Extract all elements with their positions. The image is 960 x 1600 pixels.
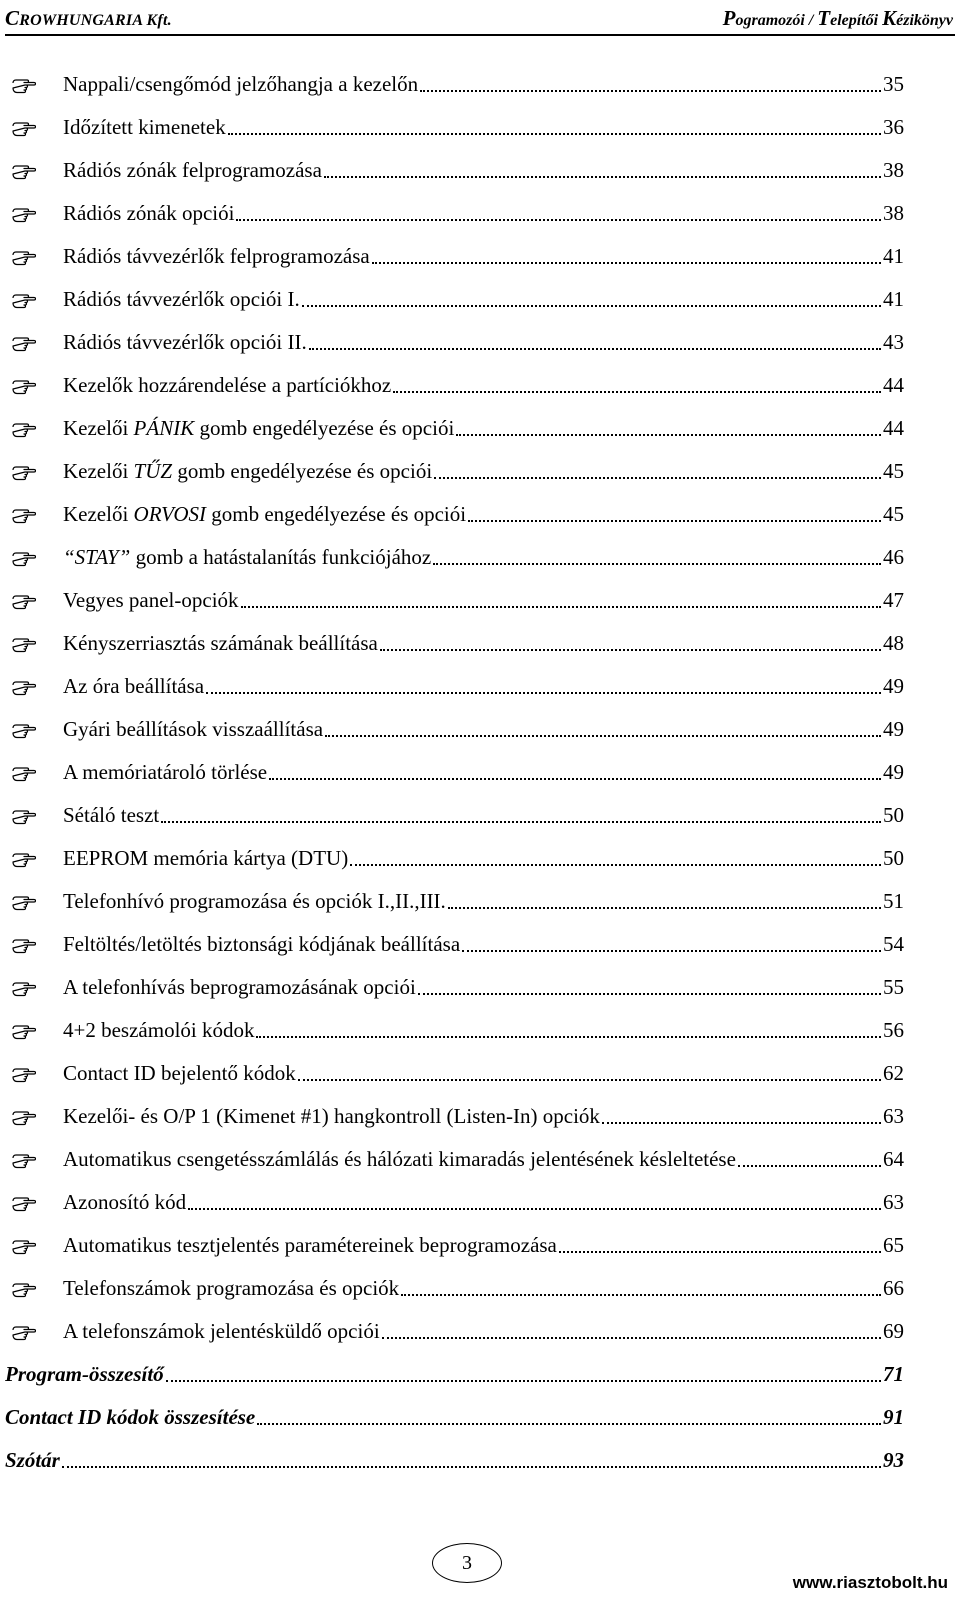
toc-entry-title-wrap (63, 889, 446, 914)
pointing-hand-icon (12, 721, 36, 739)
toc-entry-row (63, 975, 904, 1000)
toc-entry-title-wrap (63, 1061, 296, 1086)
dot-leader (325, 735, 881, 737)
toc-entry-title: Vegyes panel-opciók (63, 588, 239, 612)
toc-entry-title: Rádiós zónák felprogramozása (63, 158, 322, 182)
company-rest: ROWHUNGARIA Kft. (19, 12, 172, 29)
toc-entry[interactable] (0, 840, 960, 883)
toc-entry-title: gomb a hatástalanítás funkciójához (130, 545, 432, 569)
dot-leader (206, 692, 881, 694)
pointing-hand-icon (12, 334, 36, 352)
pointing-hand-icon (12, 807, 36, 825)
toc-entry-title: Kezelői (63, 416, 134, 440)
toc-entry-page: 49 (883, 760, 904, 784)
dot-leader (401, 1294, 881, 1296)
toc-entry[interactable] (0, 238, 960, 281)
dot-leader (456, 434, 881, 436)
toc-entry-title-wrap (63, 932, 460, 957)
toc-entry-title-wrap (63, 1276, 399, 1301)
pointing-hand-icon (12, 1022, 36, 1040)
dot-leader (188, 1208, 881, 1210)
dot-leader (393, 391, 881, 393)
toc-entry-title-wrap (63, 244, 370, 269)
toc-entry-row (63, 1276, 904, 1301)
footer-url[interactable]: www.riasztobolt.hu (792, 1573, 948, 1592)
dot-leader (228, 133, 881, 135)
toc-section-page: 91 (883, 1405, 904, 1429)
toc-entry-title-wrap (63, 1018, 254, 1043)
toc-entry[interactable] (0, 539, 960, 582)
dot-leader (380, 649, 881, 651)
dot-leader (559, 1251, 881, 1253)
dot-leader (302, 305, 881, 307)
toc-entry[interactable] (0, 281, 960, 324)
dot-leader (382, 1337, 881, 1339)
manual-title-part: elepítői (830, 12, 883, 29)
toc-entry-row (63, 674, 904, 699)
toc-entry-title: gomb engedélyezése és opciói (194, 416, 455, 440)
toc-entry-title: Gyári beállítások visszaállítása (63, 717, 324, 741)
toc-entry-row (63, 330, 904, 355)
page-header (5, 4, 955, 36)
toc-entry-title-wrap (63, 760, 267, 785)
toc-entry-page: 55 (883, 975, 904, 999)
dot-leader (257, 1423, 881, 1425)
toc-entry-page: 45 (883, 502, 904, 526)
toc-entry-title-wrap (63, 846, 348, 871)
toc-entry[interactable] (0, 754, 960, 797)
toc-entry-row (63, 588, 904, 613)
toc-section-row (5, 1362, 904, 1387)
pointing-hand-icon (12, 119, 36, 137)
toc-entry-title: Sétáló teszt (63, 803, 160, 827)
pointing-hand-icon (12, 506, 36, 524)
toc-entry-page: 36 (883, 115, 904, 139)
toc-entry-row (63, 373, 904, 398)
toc-entry-row (63, 631, 904, 656)
manual-title-initial: T (817, 6, 831, 30)
dot-leader (738, 1165, 881, 1167)
toc-entry-row (63, 502, 904, 527)
toc-section-title: Contact ID kódok összesítése (5, 1405, 256, 1429)
dot-leader (298, 1079, 881, 1081)
toc-entry-title: Automatikus csengetésszámlálás és hálózati kimaradás jelentésének késleltetése (63, 1147, 736, 1171)
company-initial: C (5, 6, 20, 30)
toc-entry-row (63, 1190, 904, 1215)
toc-entry-row (63, 846, 904, 871)
toc-entry-title-emphasis: “STAY” (63, 545, 131, 569)
pointing-hand-icon (12, 162, 36, 180)
pointing-hand-icon (12, 635, 36, 653)
toc-entry-title: Rádiós távvezérlők felprogramozása (63, 244, 370, 268)
toc-entry[interactable] (0, 66, 960, 109)
toc-entry-page: 63 (883, 1104, 904, 1128)
pointing-hand-icon (12, 1280, 36, 1298)
pointing-hand-icon (12, 893, 36, 911)
toc-entry-row (63, 201, 904, 226)
toc-entry-row (63, 932, 904, 957)
toc-entry-row (63, 158, 904, 183)
toc-entry-title: A telefonszámok jelentésküldő opciói (63, 1319, 380, 1343)
toc-entry-title-wrap (63, 545, 431, 570)
toc-entry-title: Rádiós zónák opciói (63, 201, 235, 225)
pointing-hand-icon (12, 850, 36, 868)
toc-entry-page: 51 (883, 889, 904, 913)
toc-entry-page: 64 (883, 1147, 904, 1171)
toc-entry-title-wrap (63, 502, 466, 527)
toc-section-title: Szótár (5, 1448, 60, 1472)
manual-title-initial: K (882, 6, 897, 30)
toc-entry-title: Contact ID bejelentő kódok (63, 1061, 296, 1085)
pointing-hand-icon (12, 1194, 36, 1212)
toc-entry-title-wrap (63, 287, 300, 312)
toc-section-row (5, 1448, 904, 1473)
pointing-hand-icon (12, 291, 36, 309)
toc-entry-row (63, 1018, 904, 1043)
toc-entry-page: 50 (883, 803, 904, 827)
pointing-hand-icon (12, 248, 36, 266)
toc-entry[interactable] (0, 1012, 960, 1055)
toc-entry-title-wrap (63, 588, 239, 613)
toc-entry-title-wrap (63, 158, 322, 183)
toc-entry-title-wrap (63, 674, 204, 699)
toc-entry-row (63, 545, 904, 570)
manual-title-initial: P (722, 6, 736, 30)
dot-leader (256, 1036, 881, 1038)
toc-entry-row (63, 889, 904, 914)
dot-leader (62, 1466, 881, 1468)
toc-entry-title-wrap (63, 803, 159, 828)
toc-entry-row (63, 1061, 904, 1086)
toc-entry-title: Az óra beállítása (63, 674, 205, 698)
toc-entry[interactable] (0, 797, 960, 840)
toc-entry-page: 56 (883, 1018, 904, 1042)
toc-entry-title: gomb engedélyezése és opciói (206, 502, 467, 526)
toc-entry-row (63, 1104, 904, 1129)
toc-entry-page: 45 (883, 459, 904, 483)
toc-entry-title-emphasis: TŰZ (133, 459, 173, 483)
toc-entry-title: Telefonhívó programozása és opciók I.,II.,III. (63, 889, 446, 913)
pointing-hand-icon (12, 1323, 36, 1341)
manual-title (723, 6, 953, 31)
manual-title-part: ogramozói / (735, 12, 818, 29)
toc-entry-page: 43 (883, 330, 904, 354)
toc-entry-title: EEPROM memória kártya (DTU) (63, 846, 349, 870)
dot-leader (462, 950, 881, 952)
toc-entry[interactable] (0, 1141, 960, 1184)
toc-entry-page: 62 (883, 1061, 904, 1085)
toc-entry-row (63, 1233, 904, 1258)
pointing-hand-icon (12, 463, 36, 481)
dot-leader (269, 778, 881, 780)
toc-entry-title-wrap (63, 717, 323, 742)
pointing-hand-icon (12, 1065, 36, 1083)
toc-entry-title-wrap (63, 1104, 600, 1129)
toc-entry[interactable] (0, 883, 960, 926)
pointing-hand-icon (12, 1151, 36, 1169)
toc-entry-title: Automatikus tesztjelentés paramétereinek beprogramozása (63, 1233, 557, 1257)
dot-leader (448, 907, 881, 909)
toc-entry-page: 38 (883, 201, 904, 225)
toc-entry[interactable] (0, 582, 960, 625)
toc-entry-page: 49 (883, 674, 904, 698)
toc-entry-title-emphasis: ORVOSI (133, 502, 207, 526)
dot-leader (309, 348, 881, 350)
toc-entry-page: 41 (883, 287, 904, 311)
toc-entry-title: Rádiós távvezérlők opciói II. (63, 330, 307, 354)
toc-entry[interactable] (0, 152, 960, 195)
toc-entry-title-wrap (63, 72, 418, 97)
toc-entry-title-wrap (63, 330, 307, 355)
pointing-hand-icon (12, 764, 36, 782)
toc-entry-page: 44 (883, 373, 904, 397)
toc-entry[interactable] (0, 1184, 960, 1227)
page-number-text: 3 (462, 1551, 472, 1574)
toc-entry-title: Kezelői (63, 502, 134, 526)
toc-entry[interactable] (0, 410, 960, 453)
toc-entry[interactable] (0, 1313, 960, 1356)
toc-entry-title-wrap (63, 1147, 736, 1172)
dot-leader (161, 821, 881, 823)
toc-entry-title-wrap (63, 1190, 186, 1215)
toc-entry-title: Kezelői (63, 459, 134, 483)
toc-entry-title-emphasis: PÁNIK (133, 416, 195, 440)
toc-entry[interactable] (0, 1227, 960, 1270)
pointing-hand-icon (12, 549, 36, 567)
dot-leader (166, 1380, 881, 1382)
toc-entry-title: Telefonszámok programozása és opciók (63, 1276, 400, 1300)
toc-entry-title-wrap (63, 416, 454, 441)
pointing-hand-icon (12, 1108, 36, 1126)
toc-section-page: 93 (883, 1448, 904, 1472)
toc-entry[interactable] (0, 109, 960, 152)
toc-entry-page: 46 (883, 545, 904, 569)
toc-entry-row (63, 803, 904, 828)
pointing-hand-icon (12, 979, 36, 997)
toc-entry-title-wrap (63, 1233, 557, 1258)
toc-entry-page: 35 (883, 72, 904, 96)
toc-entry[interactable] (0, 926, 960, 969)
dot-leader (350, 864, 881, 866)
pointing-hand-icon (12, 377, 36, 395)
toc-entry-title: Azonosító kód (63, 1190, 187, 1214)
toc-entry-title: 4+2 beszámolói kódok (63, 1018, 255, 1042)
toc-entry[interactable] (0, 1055, 960, 1098)
toc-entry[interactable] (0, 453, 960, 496)
toc-entry-title-wrap (63, 631, 378, 656)
toc-entry-row (63, 244, 904, 269)
toc-entry-page: 48 (883, 631, 904, 655)
toc-section[interactable] (0, 1399, 960, 1442)
toc-entry-title: Rádiós távvezérlők opciói I. (63, 287, 300, 311)
dot-leader (433, 563, 881, 565)
toc-entry[interactable] (0, 367, 960, 410)
toc-entry-row (63, 72, 904, 97)
toc-entry-title: A memóriatároló törlése (63, 760, 268, 784)
toc-entry-page: 50 (883, 846, 904, 870)
toc-entry-title: Feltöltés/letöltés biztonsági kódjának beállítása (63, 932, 461, 956)
toc-entry-title-wrap (63, 373, 391, 398)
dot-leader (372, 262, 881, 264)
toc-entry-row (63, 717, 904, 742)
toc-entry[interactable] (0, 625, 960, 668)
toc-entry-page: 49 (883, 717, 904, 741)
toc-entry-row (63, 115, 904, 140)
dot-leader (468, 520, 881, 522)
pointing-hand-icon (12, 420, 36, 438)
toc-entry-title-wrap (63, 459, 432, 484)
table-of-contents (0, 66, 960, 1485)
toc-entry-row (63, 760, 904, 785)
toc-entry-page: 69 (883, 1319, 904, 1343)
toc-entry-row (63, 287, 904, 312)
toc-entry[interactable] (0, 668, 960, 711)
toc-entry[interactable] (0, 195, 960, 238)
toc-entry-title: Nappali/csengőmód jelzőhangja a kezelőn (63, 72, 419, 96)
manual-title-part: ézikönyv (896, 12, 953, 29)
toc-section[interactable] (0, 1356, 960, 1399)
toc-entry[interactable] (0, 1098, 960, 1141)
toc-entry[interactable] (0, 1270, 960, 1313)
toc-entry-title: A telefonhívás beprogramozásának opciói (63, 975, 416, 999)
toc-entry[interactable] (0, 324, 960, 367)
pointing-hand-icon (12, 76, 36, 94)
dot-leader (602, 1122, 881, 1124)
toc-entry-title: Időzített kimenetek (63, 115, 226, 139)
toc-entry-row (63, 1147, 904, 1172)
toc-entry-page: 66 (883, 1276, 904, 1300)
pointing-hand-icon (12, 592, 36, 610)
company-name (5, 6, 172, 31)
toc-entry-row (63, 416, 904, 441)
toc-section-page: 71 (883, 1362, 904, 1386)
pointing-hand-icon (12, 1237, 36, 1255)
toc-entry-title-wrap (63, 975, 416, 1000)
toc-entry-page: 54 (883, 932, 904, 956)
dot-leader (418, 993, 881, 995)
toc-entry-page: 47 (883, 588, 904, 612)
toc-entry-title: gomb engedélyezése és opciói (172, 459, 433, 483)
pointing-hand-icon (12, 678, 36, 696)
toc-entry-row (63, 459, 904, 484)
pointing-hand-icon (12, 205, 36, 223)
toc-section-title: Program-összesítő (5, 1362, 164, 1386)
toc-entry[interactable] (0, 711, 960, 754)
dot-leader (434, 477, 881, 479)
toc-entry[interactable] (0, 496, 960, 539)
toc-entry-title: Kényszerriasztás számának beállítása (63, 631, 378, 655)
toc-entry-title: Kezelők hozzárendelése a partíciókhoz (63, 373, 392, 397)
toc-entry-page: 41 (883, 244, 904, 268)
dot-leader (241, 606, 881, 608)
toc-entry-title-wrap (63, 115, 226, 140)
toc-entry[interactable] (0, 969, 960, 1012)
toc-entry-page: 65 (883, 1233, 904, 1257)
toc-section[interactable] (0, 1442, 960, 1485)
toc-entry-title: Kezelői- és O/P 1 (Kimenet #1) hangkontroll (Listen-In) opciók (63, 1104, 600, 1128)
dot-leader (420, 90, 881, 92)
toc-entry-page: 44 (883, 416, 904, 440)
toc-entry-title-wrap (63, 201, 234, 226)
toc-entry-row (63, 1319, 904, 1344)
toc-entry-page: 38 (883, 158, 904, 182)
pointing-hand-icon (12, 936, 36, 954)
dot-leader (236, 219, 881, 221)
toc-section-row (5, 1405, 904, 1430)
page-number (432, 1543, 502, 1583)
toc-entry-title-wrap (63, 1319, 380, 1344)
toc-entry-page: 63 (883, 1190, 904, 1214)
dot-leader (324, 176, 881, 178)
